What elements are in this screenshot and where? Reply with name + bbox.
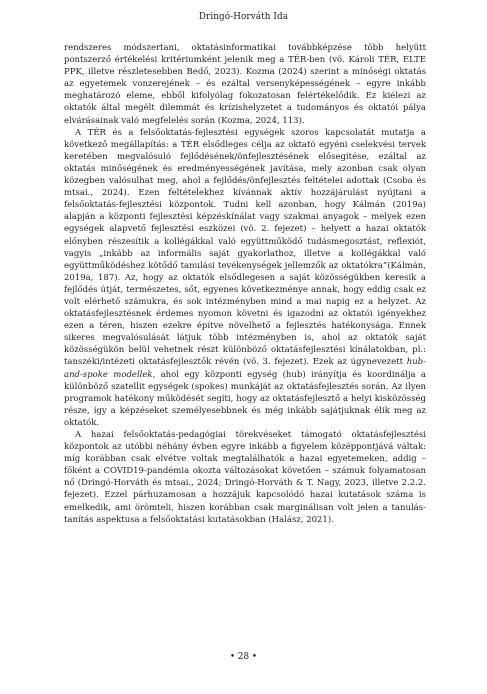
page-number: • 28 •: [229, 652, 258, 662]
paragraph-3: [64, 429, 426, 526]
body-text: [64, 42, 426, 526]
emphasized-term: hub-and-spoke modellek: [64, 357, 426, 380]
running-head: Dringó-Horváth Ida: [198, 12, 289, 22]
paragraph-1: [64, 42, 426, 127]
paragraph-text: A hazai felsőoktatás-pedagógiai törekvéseket támogató oktatásfejlesztési központok az utóbbi néhány évben egyre inkább a figyelem középpontjává váltak: míg korábban csak elvétve voltak megtalálhatók a hazai egyetemeken, addig – főként a COVID19-pandémia okozta változásokat követően – számuk folyamatosan nő (Dringó-Horváth és mtsai., 2024; Dringó-Horváth & T. Nagy, 2023, illetve 2.2.2. fejezet). Ezzel párhuzamosan a hozzájuk kapcsolódó hazai kutatások száma is emelkedik, ami örömteli, hiszen korábban csak marginálisan volt jelen a tanulás-tanítás aspektusa a felsőoktatási kutatásokban (Halász, 2021).: [64, 430, 426, 525]
paragraph-text: A TÉR és a felsőoktatás-fejlesztési egységek szoros kapcsolatát mutatja a következő megállapítás: a TÉR elsődleges célja az oktató egyéni cselekvési tervek keretében megvalósuló fejlődésének/önfejlesztésének elősegítése, ezáltal az oktatás minőségének és eredményességének javítása, mely azonban csak olyan közegben valósulhat meg, ahol a fejlődés/önfejlesztés feltételei adottak (Csoba és mtsai., 2024). Ezen feltételekhez kívánnak aktív hozzájárulást nyújtani a felsőoktatás-fejlesztési központok. Tudni kell azonban, hogy Kálmán (2019a) alapján a központi fejlesztési képzéskínálat vagy szakmai anyagok – melyek ezen egységek alapvető fejlesztési eszközei (vö. 2. fejezet) – helyett a hazai oktatók előnyben részesítik a kollégákkal való együttműködő tudásmegosztást, reflexiót, vagyis „inkább az informális saját gyakorlathoz, illetve a kollégákkal való együttműködéshez kötődő tanulási tevékenységek jellemzők az oktatókra”(Kálmán, 2019a, 187). Az, hogy az oktatók elsődlegesen a saját közösségükben keresik a fejlődés útját, természetes, sőt, egyenes következménye annak, hogy eddig csak ez volt elérhető számukra, és sok intézményben mind a mai napig ez a helyzet. Az oktatásfejlesztésnek érdemes nyomon követni és igazodni az oktatói igényekhez ezen a téren, hiszen ezekre építve növelhető a fejlesztés hatékonysága. Ennek sikeres megvalósulását látjuk több intézményben is, ahol az oktatók saját közösségükön belül vehetnek részt különböző oktatásfejlesztési kínálatokban, pl.: tanszéki/intézeti oktatásfejlesztők révén (vö. 3. fejezet). Ezek az úgynevezett: [64, 127, 426, 368]
paragraph-2: [64, 127, 426, 429]
paragraph-text-continued: , ahol egy központi egység (hub) irányítja és koordinálja a különböző szatellit egységek (spokes) munkáját az oktatásfejlesztés során. Az ilyen programok hatékony működését segíti, hogy az oktatásfejlesztő a helyi kisközösség része, így a képzéseket személyesebbnek és még inkább sajátjuknak élik meg az oktatók.: [64, 369, 426, 428]
paragraph-text: rendszeres módszertani, oktatásinformatikai továbbképzése több helyütt pontszerző értékelési kritériumként jelenik meg a TÉR-ben (vö. Károli TÉR, ELTE PPK, illetve részletesebben Bedő, 2023). Kozma (2024) szerint a minőségi oktatás az egyetemek vonzerejének – és ezáltal versenyképességének – egyre inkább meghatározó eleme, ebből kifolyólag fokozatosan felértékelődik. Ez kiélezi az oktatók által megélt dilemmát és krízishelyzetet a tudományos és oktatói pálya elvárásainak való megfelelés során (Kozma, 2024, 113).: [64, 43, 426, 126]
